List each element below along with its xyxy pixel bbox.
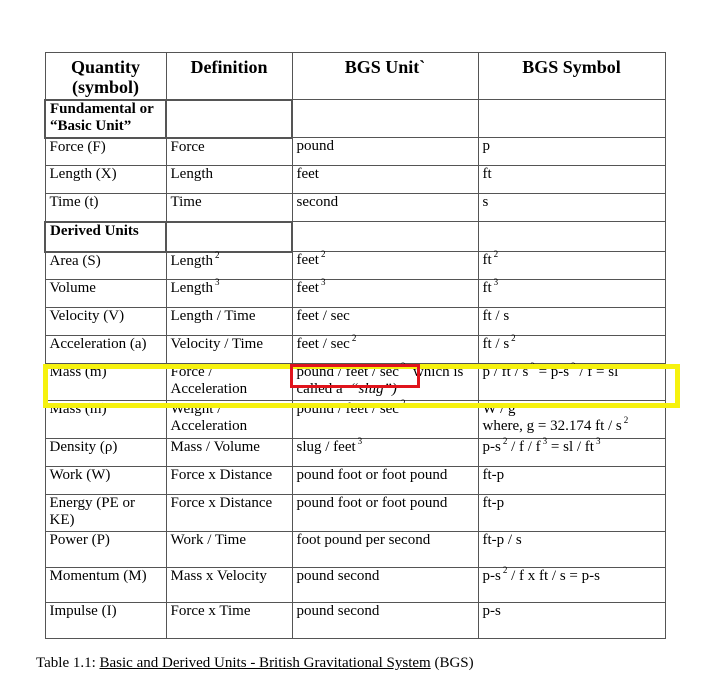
table-caption: Table 1.1: Basic and Derived Units - British Gravitational System (BGS) [36,655,474,671]
table-row: Velocity (V) Length / Time feet / sec ft / s [45,308,665,336]
table-row: Impulse (I) Force x Time pound second p-s [45,603,665,639]
header-quantity: Quantity (symbol) [45,53,166,100]
header-row [45,53,665,100]
table-row: Work (W) Force x Distance pound foot or foot pound ft-p [45,467,665,495]
table-row: Time (t) Time second s [45,194,665,222]
table-row: Area (S) Length $^2$ feet $^2$ ft $^2$ [45,252,665,280]
table-row: Energy (PE or KE) Force x Distance pound foot or foot pound ft-p [45,495,665,532]
units-table [44,52,666,639]
header-bgs-unit: BGS Unit` [292,53,478,100]
section-row-derived [45,222,665,252]
table-row: Length (X) Length feet ft [45,166,665,194]
header-bgs-symbol: BGS Symbol [478,53,665,100]
table-row: Power (P) Work / Time foot pound per second ft-p / s [45,532,665,568]
table-row: Volume Length $^3$ feet $^3$ ft $^3$ [45,280,665,308]
unit-highlight-red [290,364,420,388]
header-definition: Definition [166,53,292,100]
table-row: Momentum (M) Mass x Velocity pound second p-s $^2$ / f x ft / s = p-s [45,568,665,603]
section-fundamental: Fundamental or “Basic Unit” [45,100,166,138]
table-row: Force (F) Force pound p [45,138,665,166]
section-derived: Derived Units [45,222,166,252]
table-row: Acceleration (a) Velocity / Time feet / sec $^2$ ft / s $^2$ [45,336,665,364]
table-row-mass-weight: Mass (m) Weight / Acceleration pound / feet / sec $^2$ W / g where, g = 32.174 ft / s $^2$ [45,401,665,439]
table-row-mass-force: Mass (m) Force / Acceleration pound / feet / sec $^2$ which is called a “slug”) p / ft / s $^2$ = p-s $^2$ / f = sl [45,364,665,401]
table-row: Density (ρ) Mass / Volume slug / feet $^3$ p-s $^2$ / f / f $^3$ = sl / ft $^3$ [45,439,665,467]
section-row-fundamental [45,100,665,138]
